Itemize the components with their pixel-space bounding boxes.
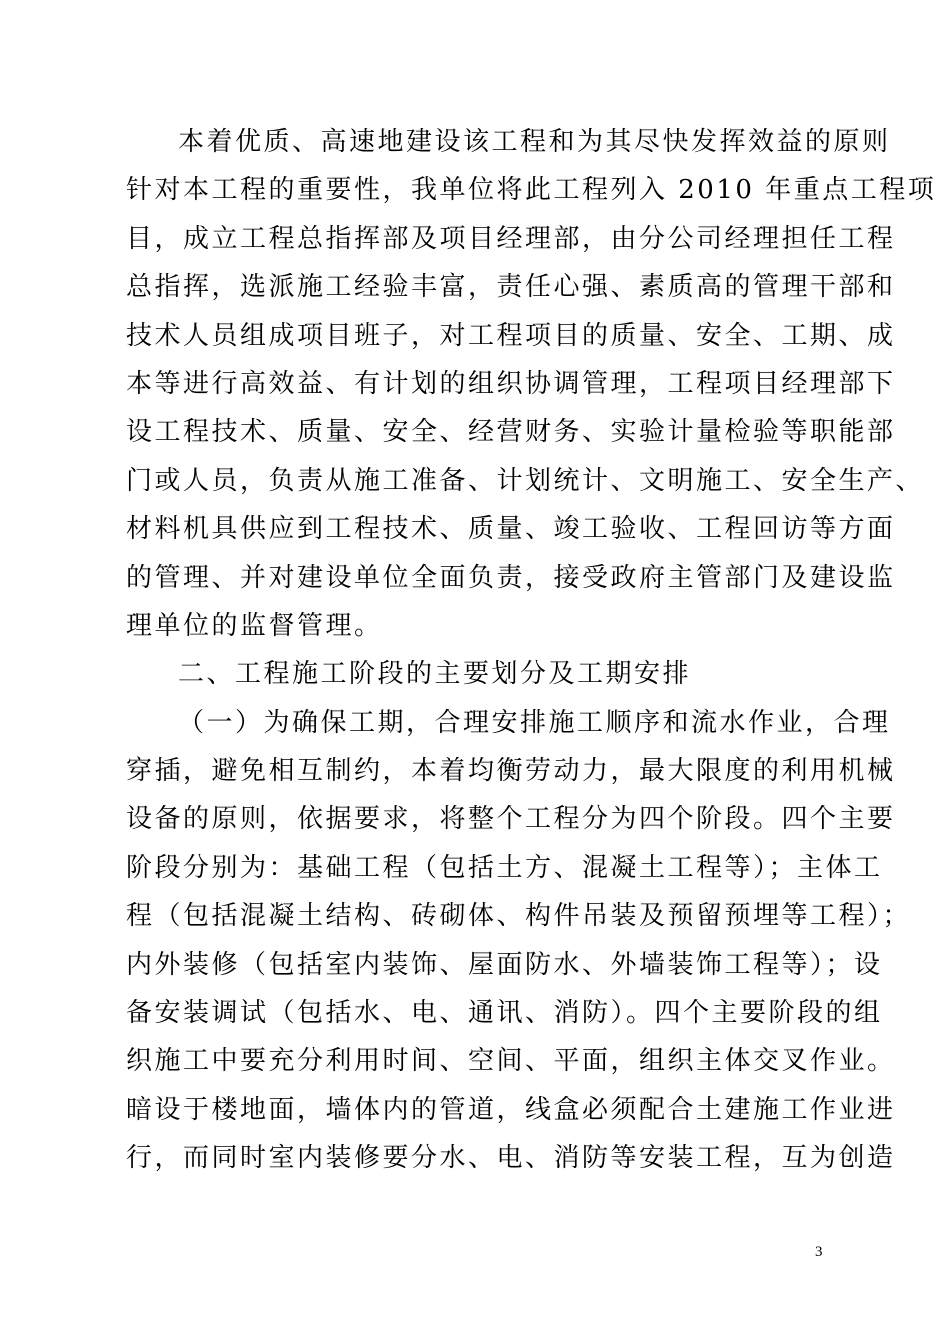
text-line: 技术人员组成项目班子，对工程项目的质量、安全、工期、成: [126, 320, 896, 351]
text-line: 目，成立工程总指挥部及项目经理部，由分公司经理担任工程: [126, 223, 896, 254]
text-line: 理单位的监督管理。: [126, 610, 383, 641]
text-line: 门或人员，负责从施工准备、计划统计、文明施工、安全生产、: [126, 465, 925, 496]
text-line: 针对本工程的重要性，我单位将此工程列入 2010 年重点工程项: [126, 175, 937, 206]
text-line: 的管理、并对建设单位全面负责，接受政府主管部门及建设监: [126, 562, 896, 593]
text-line: （一）为确保工期，合理安排施工顺序和流水作业，合理: [178, 707, 891, 738]
text-line: 程（包括混凝土结构、砖砌体、构件吊装及预留预埋等工程）；: [126, 901, 912, 932]
text-line: 本着优质、高速地建设该工程和为其尽快发挥效益的原则: [178, 127, 891, 157]
text-line: 设备的原则，依据要求，将整个工程分为四个阶段。四个主要: [126, 804, 896, 835]
section-heading: 二、工程施工阶段的主要划分及工期安排: [178, 659, 692, 690]
text-line: 材料机具供应到工程技术、质量、竣工验收、工程回访等方面: [126, 514, 896, 545]
text-line: 阶段分别为：基础工程（包括土方、混凝土工程等）；主体工: [126, 852, 883, 883]
text-line: 设工程技术、质量、安全、经营财务、实验计量检验等职能部: [126, 417, 896, 448]
body-text: [126, 118, 937, 1183]
text-line: 备安装调试（包括水、电、通讯、消防）。四个主要阶段的组: [126, 998, 883, 1029]
text-line: 行，而同时室内装修要分水、电、消防等安装工程，互为创造: [126, 1143, 896, 1174]
text-line: 织施工中要充分利用时间、空间、平面，组织主体交叉作业。: [126, 1046, 896, 1077]
text-line: 内外装修（包括室内装饰、屋面防水、外墙装饰工程等）；设: [126, 949, 883, 980]
text-line: 暗设于楼地面，墙体内的管道，线盒必须配合土建施工作业进: [126, 1094, 896, 1125]
text-line: 总指挥，选派施工经验丰富，责任心强、素质高的管理干部和: [126, 272, 896, 303]
page-number: 3: [815, 1244, 823, 1260]
text-line: 本等进行高效益、有计划的组织协调管理，工程项目经理部下: [126, 368, 896, 399]
text-line: 穿插，避免相互制约，本着均衡劳动力，最大限度的利用机械: [126, 756, 896, 787]
